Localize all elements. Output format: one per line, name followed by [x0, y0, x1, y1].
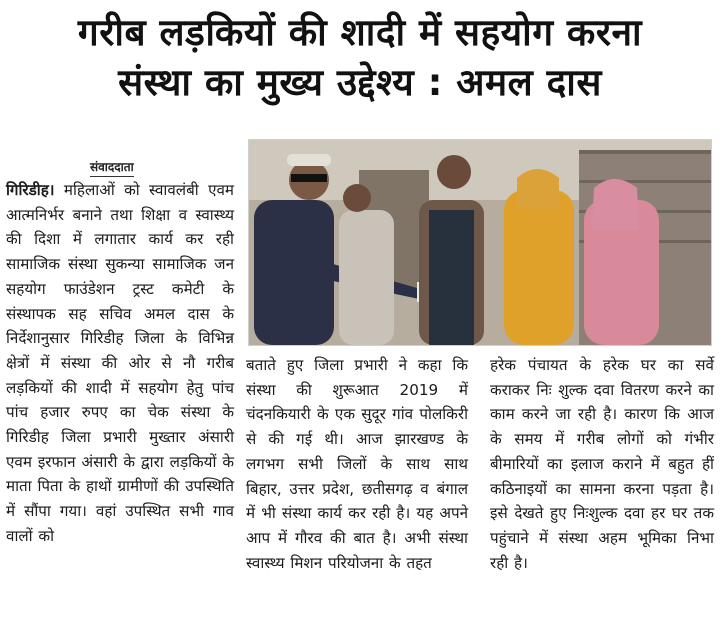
- news-photo: [248, 139, 712, 346]
- photo-illustration: [249, 140, 711, 345]
- headline: [0, 8, 720, 108]
- headline-line-1: गरीब लड़कियों की शादी में सहयोग करना: [77, 11, 643, 54]
- byline: संवाददाता: [90, 158, 134, 177]
- headline-line-2: संस्था का मुख्य उद्देश्य : अमल दास: [118, 61, 602, 104]
- dateline-place: गिरिडीह।: [6, 181, 55, 199]
- article-column-3: हरेक पंचायत के हरेक घर का सर्वे कराकर निः शुल्क दवा वितरण करने का काम करने जा रही है। कारण कि आज के समय में गरीब लोगों को गंभीर बीमारियों का इलाज कराने में बहुत हीं कठिनाइयों का सामना करना पड़ता है। इसे देखते हुए निःशुल्क दवा हर घर तक पहुंचाने में संस्था अहम भूमिका निभा रही है।: [490, 356, 714, 572]
- article-column-2: बताते हुए जिला प्रभारी ने कहा कि संस्था की शुरूआत 2019 में चंदनकियारी के एक सुदूर गांव पोलकिरी से की गई थी। आज झारखण्ड के लगभग सभी जिलों के साथ साथ बिहार, उत्तर प्रदेश, छतीसगढ़ व बंगाल में भी संस्था कार्य कर रही है। यह अपने आप में गौरव की बात है। अभी संस्था स्वास्थ्य मिशन परियोजना के तहत: [246, 356, 468, 572]
- article-column-1: [6, 178, 234, 549]
- column-1-text: महिलाओं को स्वावलंबी एवम आत्मनिर्भर बनाने तथा शिक्षा व स्वास्थ्य की दिशा में लगातार कार्य कर रही सामाजिक संस्था सुकन्या सामाजिक जन सहयोग फाउंडेशन ट्रस्ट कमेटी के संस्थापक सह सचिव अमल दास के निर्देशानुसार गिरिडीह जिला के विभिन्न क्षेत्रों में संस्था की ओर से नौ गरीब लड़कियों की शादी में सहयोग हेतु पांच पांच हजार रुपए का चेक संस्था के गिरिडीह जिला प्रभारी मुख्तार अंसारी एवम इरफान अंसारी के द्वारा लड़कियों के माता पिता के हाथों ग्रामीणों की उपस्थिति में सौंपा गया। वहां उपस्थित सभी गाव वालों को: [6, 181, 234, 545]
